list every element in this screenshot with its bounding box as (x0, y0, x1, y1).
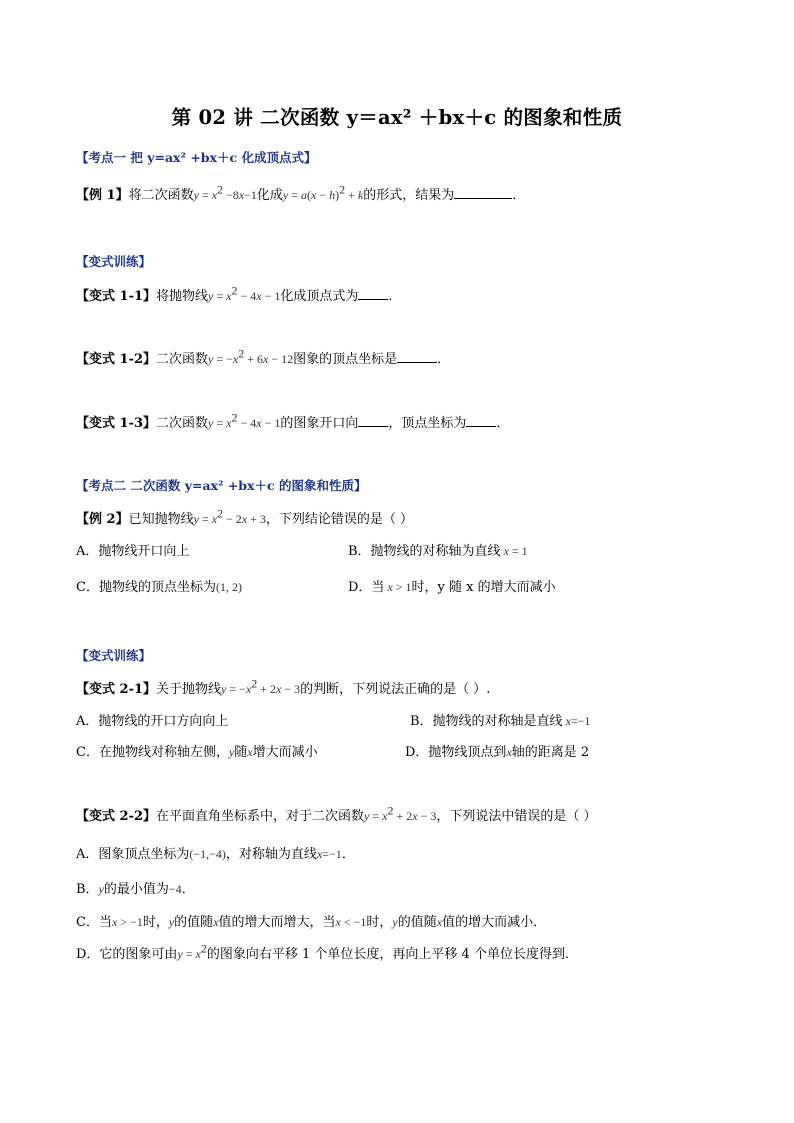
option-b: B．抛物线的对称轴是直线 x=−1 (410, 714, 591, 729)
option-b: B．y的最小值为−4． (76, 882, 195, 897)
section-heading-1: 【考点一 把 y=ax² +bx＋c 化成顶点式】 (76, 150, 317, 165)
option-d: D．当 x > 1时，y 随 x 的增大而减小 (348, 580, 556, 595)
formula: y (193, 188, 199, 202)
option-c: C．抛物线的顶点坐标为(1, 2) (76, 580, 242, 595)
variant-1-3: 【变式 1-3】二次函数$y = x^2 - 4x - 1$的图象开口向 ，顶点坐标为 ． (76, 410, 510, 431)
formula: y (364, 809, 370, 823)
answer-blank (358, 414, 388, 427)
example-2: 【例 2】已知抛物线$y = x^2 - 2x + 3$，下列结论错误的是（ ） (76, 506, 414, 527)
page-title: 第 02 讲 二次函数 y＝ax² ＋bx＋c 的图象和性质 (171, 106, 623, 129)
answer-blank (397, 350, 437, 363)
option-d: D．抛物线顶点到x轴的距离是 2 (405, 745, 590, 760)
variant-2-2: 【变式 2-2】在平面直角坐标系中，对于二次函数$y = x^2 + 2x - 3$，下列说法中错误的是（ ） (76, 803, 597, 824)
option-a: A．抛物线的开口方向向上 (76, 714, 229, 729)
answer-blank (454, 186, 512, 199)
variant-1-1: 【变式 1-1】将抛物线$y = x^2 - 4x - 1$化成顶点式为 ． (76, 283, 402, 304)
option-a: A．图象顶点坐标为(−1,−4)，对称轴为直线x=−1． (76, 847, 355, 862)
option-b: B．抛物线的对称轴为直线 x = 1 (348, 544, 528, 559)
option-a: A．抛物线开口向上 (76, 544, 190, 559)
variant-heading-2: 【变式训练】 (76, 648, 152, 663)
example-label: 【例 1】 (76, 188, 129, 203)
answer-blank (466, 414, 496, 427)
formula: y (208, 289, 214, 303)
formula: y (193, 512, 199, 526)
formula: y (221, 682, 227, 696)
variant-1-2: 【变式 1-2】二次函数$y = -x^2 + 6x - 12$图象的顶点坐标是 ． (76, 346, 451, 367)
formula: y (282, 188, 289, 202)
section-heading-2: 【考点二 二次函数 y=ax² +bx＋c 的图象和性质】 (76, 478, 367, 493)
formula: y (208, 352, 214, 366)
answer-blank (358, 287, 388, 300)
option-c: C．在抛物线对称轴左侧，y随x增大而减小 (76, 745, 318, 760)
option-c: C．当x > −1时，y的值随x值的增大而增大，当x < −1时，y的值随x值的增大而减小． (76, 915, 547, 930)
formula: y (208, 416, 214, 430)
example-1: 【例 1】将二次函数$y = x^2 -8x-1$化成$y = a(x - h)^2 + k$的形式，结果为 ． (76, 182, 526, 203)
variant-heading-1: 【变式训练】 (76, 254, 152, 269)
variant-2-1: 【变式 2-1】关于抛物线$y = -x^2 + 2x - 3$的判断，下列说法正确的是（ ）. (76, 676, 491, 697)
option-d: D．它的图象可由$y = x^2$的图象向右平移 1 个单位长度，再向上平移 4 个单位长度得到． (76, 941, 578, 962)
